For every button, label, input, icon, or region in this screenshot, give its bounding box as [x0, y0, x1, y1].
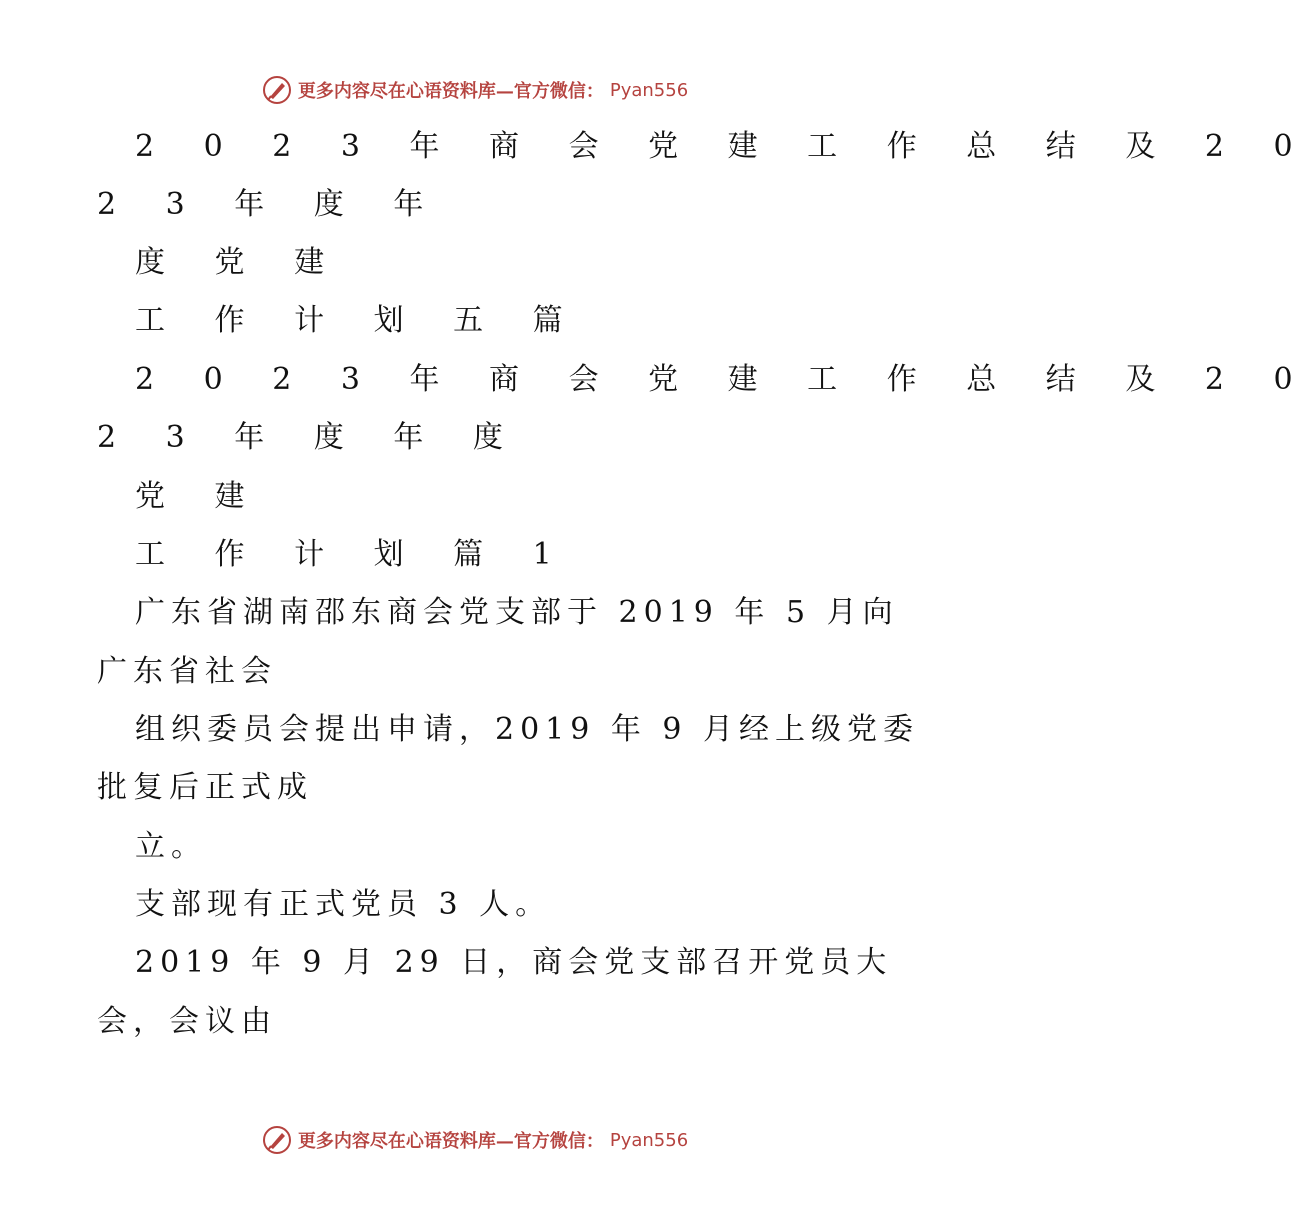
watermark-handle: Pyan556	[609, 1129, 689, 1151]
title-line-7: 党 建	[135, 479, 265, 514]
quill-pen-icon	[262, 1125, 292, 1155]
body-line-6: 支部现有正式党员 3 人。	[135, 887, 552, 922]
title-line-1: 2 0 2 3 年 商 会 党 建 工 作 总 结 及 2 0	[135, 129, 1313, 164]
title-line-6: 2 3 年 度 年 度	[97, 420, 523, 455]
body-line-3: 组织委员会提出申请，2019 年 9 月经上级党委	[135, 712, 920, 747]
body-line-2: 广东省社会	[97, 654, 277, 689]
title-line-4: 工 作 计 划 五 篇	[135, 303, 583, 338]
body-line-8: 会，会议由	[97, 1004, 277, 1039]
body-line-1: 广东省湖南邵东商会党支部于 2019 年 5 月向	[135, 595, 899, 630]
body-line-4: 批复后正式成	[97, 770, 313, 805]
body-line-5: 立。	[135, 829, 207, 864]
watermark-text: 更多内容尽在心语资料库—官方微信：	[297, 1131, 604, 1152]
watermark-footer	[0, 1120, 950, 1160]
title-line-2: 2 3 年 度 年	[97, 187, 444, 222]
watermark-text: 更多内容尽在心语资料库—官方微信：	[297, 81, 604, 102]
watermark-handle: Pyan556	[609, 79, 689, 101]
title-line-5: 2 0 2 3 年 商 会 党 建 工 作 总 结 及 2 0	[135, 362, 1313, 397]
title-line-8: 工 作 计 划 篇 1	[135, 537, 572, 572]
title-line-3: 度 党 建	[135, 245, 345, 280]
body-line-7: 2019 年 9 月 29 日，商会党支部召开党员大	[135, 945, 893, 980]
